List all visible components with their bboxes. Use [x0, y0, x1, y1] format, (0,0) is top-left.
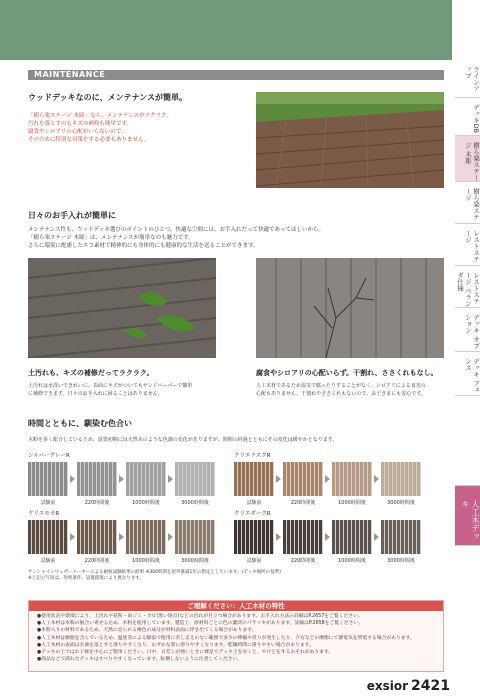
sidebar-item-label: 樹ら楽ステージ 木彫	[464, 142, 480, 181]
arrow-right-icon	[325, 533, 330, 541]
swatch-caption: 3000時間後	[387, 558, 415, 564]
color-swatch	[175, 520, 215, 554]
aging-note: ※上記の写真は、効果条件、設置環境により異なります。	[28, 576, 144, 581]
sidebar-item-rest-stage[interactable]	[455, 224, 480, 266]
notice-item: ●人工木材は木粉の風合い寄せるため、木粉を使用しています。製造上、原材料ごとに色の濃淡のバラツキがあります。詳細はP.2658をご覧ください。	[37, 621, 364, 627]
notice-box	[28, 600, 444, 672]
deck-photo-branch	[256, 258, 444, 358]
swatch-caption: 1000時間後	[338, 500, 366, 506]
brand-logo: exsior	[366, 679, 409, 693]
arrow-right-icon	[70, 475, 75, 483]
sidebar-item-label: 人工木デッキ	[461, 500, 480, 540]
arrow-right-icon	[374, 533, 379, 541]
notice-item: ●デッキの上ではお子様を中心にご使用ください。日中、日差しが強いときに裸足でデッキ上を歩くと、やけどをするおそれがあります。	[37, 650, 334, 656]
swatch-caption: 試験前	[246, 500, 262, 506]
care-line: 「樹ら楽ステージ 木彫」は、メンテナンスが簡単なのも魅力です。	[28, 235, 194, 241]
color-swatch	[234, 462, 274, 496]
arrow-right-icon	[168, 533, 173, 541]
swatch-caption: 1000時間後	[132, 558, 160, 564]
aging-line: 木粉を多く配合しているため、設置初期には天然木のような色調の変化がありますが、時間の経過とともにその変化は緩やかとなります。	[28, 437, 338, 443]
color-swatch	[175, 462, 215, 496]
sidebar-item-label: デッキ フェンス	[464, 358, 480, 393]
notice-item: ●使用状況や環境により、土汚れや花粉・雨ジミ・カビ(黒い斑点)などの汚れが目立つ場合があります。お手入れ方法の詳細はP.2657をご覧ください。	[37, 614, 363, 619]
feature-left-line: 土汚れは水洗いできれいに。表面にキズがついてもサンドペーパーで簡単	[28, 383, 193, 389]
sidebar-item-deck-db[interactable]	[455, 98, 480, 136]
page-footer	[367, 678, 450, 694]
swatch-group-name: シルバーグレーR	[28, 453, 70, 459]
swatch-group-name: クリエダークR	[234, 511, 271, 517]
arrow-right-icon	[325, 475, 330, 483]
swatch-caption: 220時間後	[290, 558, 316, 564]
arrow-right-icon	[374, 475, 379, 483]
intro-line: そのために特別な対策をする必要もありません。	[28, 137, 150, 143]
color-swatch	[381, 462, 421, 496]
page-number: 2421	[411, 678, 450, 694]
swatch-caption: 220時間後	[84, 500, 110, 506]
sidebar-item-kiraraku-mokuchou[interactable]	[455, 136, 480, 182]
swatch-caption: 試験前	[40, 558, 56, 564]
notice-item: ●木粉入りの材料であるため、天然に見られる褐色の成分が材料表面に浮き出てくる場合があります。	[37, 628, 257, 634]
sidebar-spacer	[455, 396, 480, 486]
arrow-right-icon	[70, 533, 75, 541]
swatch-group-name: クリエモカR	[28, 511, 60, 517]
sidebar-item-kiraraku-stage[interactable]	[455, 182, 480, 224]
care-line: さらに環境に配慮したエコ素材で精神的にも身体的にも健康的な生活を送ることができます。	[28, 243, 259, 249]
arrow-right-icon	[168, 475, 173, 483]
swatch-group-name: クリエラスクR	[234, 453, 271, 459]
section-bar	[28, 70, 444, 80]
swatch-caption: 1000時間後	[338, 558, 366, 564]
aging-heading: 時間とともに、馴染む色合い	[28, 419, 132, 428]
care-heading: 日々のお手入れが簡単に	[28, 211, 116, 220]
swatch-caption: 1000時間後	[132, 500, 160, 506]
sidebar-item-deck-option[interactable]	[455, 308, 480, 352]
sidebar-item-deck-fence[interactable]	[455, 352, 480, 396]
deck-photo-leaves	[28, 258, 216, 358]
arrow-right-icon	[119, 533, 124, 541]
feature-right-line: 人工木材であるため湿気で腐ったりすることがなく、シロアリによる食害の	[256, 383, 426, 389]
feature-left-heading: 土汚れも、キズの補修だってラクラク。	[28, 369, 154, 377]
color-swatch	[28, 462, 68, 496]
intro-heading: ウッドデッキなのに、メンテナンスが簡単。	[28, 93, 188, 102]
sidebar-item-lineup[interactable]	[455, 60, 480, 98]
sidebar-item-artificial-wood-deck[interactable]	[455, 486, 480, 546]
notice-list	[37, 613, 415, 663]
header-banner	[0, 0, 452, 60]
sidebar-item-label: 樹ら楽ステージ	[464, 188, 480, 221]
arrow-right-icon	[276, 475, 281, 483]
swatch-caption: 3000時間後	[387, 500, 415, 506]
notice-item: ●人工木材は樹脂を含んでいるため、温度差による膨張で使用に差し支えのない範囲で多少の伸縮や反りが発生したり、夕方などの摩擦にて静電気を帯電する場合があります。	[37, 635, 415, 641]
feature-right-heading: 腐食やシロアリの心配いらず。干割れ、ささくれもなし。	[256, 369, 438, 377]
color-swatch	[77, 520, 117, 554]
swatch-caption: 220時間後	[290, 500, 316, 506]
sidebar-item-label: ラインアップ	[464, 66, 480, 92]
arrow-right-icon	[119, 475, 124, 483]
sidebar-item-label: レストステージ ペランダ仕様	[456, 272, 480, 307]
swatch-caption: 試験前	[40, 500, 56, 506]
arrow-right-icon	[276, 533, 281, 541]
swatch-caption: 試験前	[246, 558, 262, 564]
color-swatch	[381, 520, 421, 554]
color-swatch	[283, 520, 323, 554]
sidebar-item-label: レストステージ	[464, 230, 480, 263]
care-line: メンテナンス性も、ウッドデッキ選びのポイントのひとつ。快適な空間には、お手入れだって快適であってほしいから。	[28, 227, 324, 233]
deck-photo-grass	[256, 92, 444, 188]
color-swatch	[28, 520, 68, 554]
notice-item: ●人工木材の表面は水滴を落とすと滑りやすくなり、わずかな影に滑りやすくなります。乾燥時間に滑りやすい場合があります。	[37, 642, 314, 648]
aging-note: サンシャインウェザーメーターによる耐候試験結果の結果 ※300時間を屋外暴露1年の想定としています。(デッキ場所の基準)	[28, 570, 281, 575]
notice-item: ●商品などで濡れたデッキはすべりやすくなっています。転倒しないように注意してください。	[37, 657, 243, 663]
intro-line: 汚れを落とすのもキズの補修も簡単です。	[28, 121, 132, 127]
color-swatch	[126, 520, 166, 554]
swatch-caption: 3000時間後	[181, 500, 209, 506]
section-title: MAINTENANCE	[34, 70, 106, 79]
sidebar-item-rest-stage-veranda[interactable]	[455, 266, 480, 308]
intro-line: 「樹ら楽ステージ 木彫」なら、メンテナンスがラクラク。	[28, 113, 172, 119]
sidebar-item-label: デッキDB	[472, 104, 480, 133]
color-swatch	[283, 462, 323, 496]
color-swatch	[332, 462, 372, 496]
color-swatch	[332, 520, 372, 554]
sidebar-item-label: デッキ オプション	[464, 314, 480, 349]
swatch-caption: 220時間後	[84, 558, 110, 564]
notice-title: ご理解ください：人工木材の特性	[29, 601, 443, 611]
feature-left-line: に補修できます。日々のお手入れに困ることはありません。	[28, 391, 163, 397]
intro-line: 腐食やシロアリの心配がいらないので、	[28, 129, 127, 135]
color-swatch	[77, 462, 117, 496]
color-swatch	[126, 462, 166, 496]
feature-right-line: 心配もありません。干割れやささくれもないので、お子さまにも安心です。	[256, 391, 426, 397]
color-swatch	[234, 520, 274, 554]
swatch-caption: 3000時間後	[181, 558, 209, 564]
